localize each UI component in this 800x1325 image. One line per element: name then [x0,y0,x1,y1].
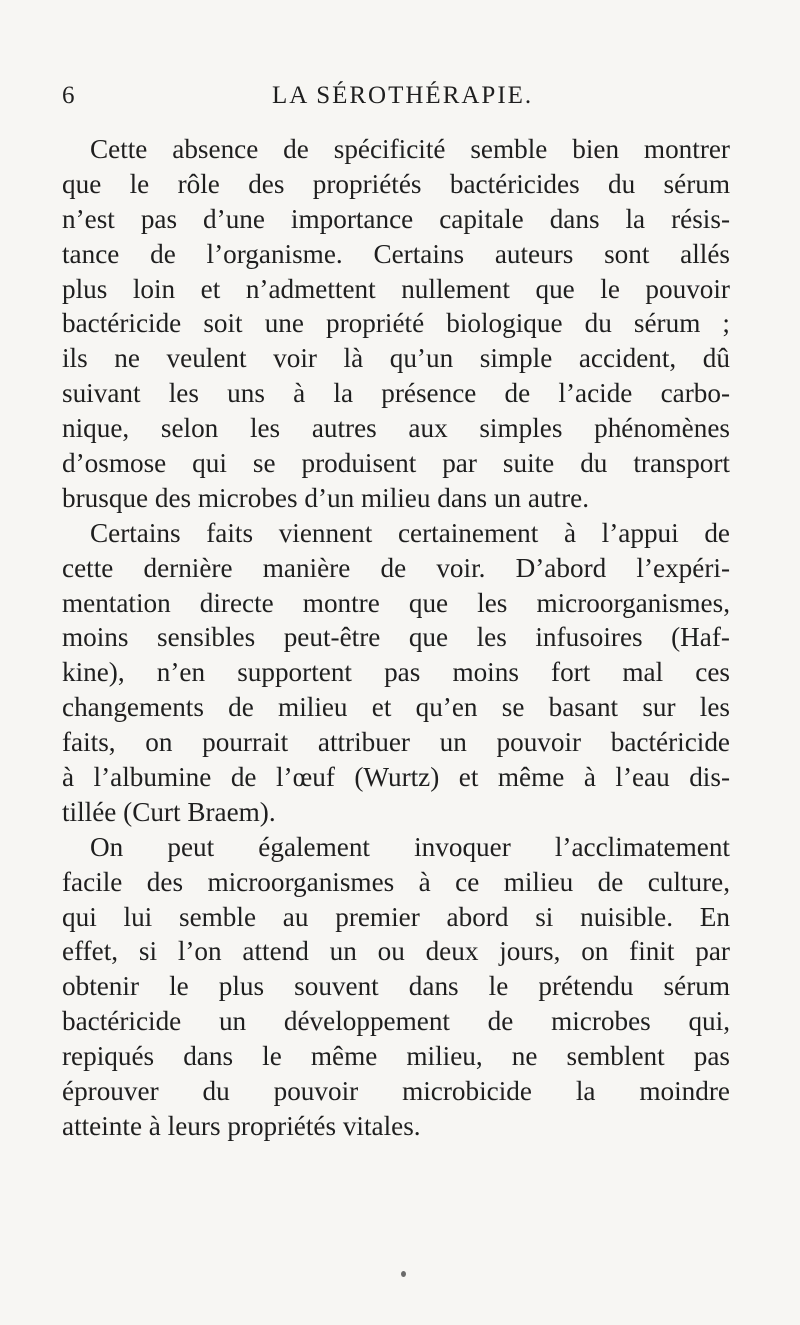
body-text [62,132,730,1144]
running-title: LA SÉROTHÉRAPIE. [272,82,534,109]
text-line: cette dernière manière de voir. D’abord l’expéri- [62,552,730,583]
text-line: kine), n’en supportent pas moins fort mal ces [62,657,730,688]
text-line: changements de milieu et qu’en se basant sur les [62,692,730,723]
page-number: 6 [62,82,75,109]
text-line: ils ne veulent voir là qu’un simple accident, dû [62,343,730,374]
text-line: à l’albumine de l’œuf (Wurtz) et même à l’eau dis- [62,762,730,793]
text-line: Cette absence de spécificité semble bien montrer [90,134,730,164]
ink-speck [401,1271,406,1277]
text-line: qui lui semble au premier abord si nuisible. En [62,901,730,932]
text-line: atteinte à leurs propriétés vitales. [62,1110,421,1141]
text-line: mentation directe montre que les microorganismes, [62,587,730,618]
text-line: plus loin et n’admettent nullement que le pouvoir [62,273,730,304]
text-line: repiqués dans le même milieu, ne semblent pas [62,1041,730,1072]
text-line: nique, selon les autres aux simples phénomènes [62,413,730,444]
text-line: que le rôle des propriétés bactéricides du sérum [62,168,730,199]
text-line: effet, si l’on attend un ou deux jours, on finit par [62,936,730,967]
text-line: éprouver du pouvoir microbicide la moindre [62,1076,730,1107]
text-line: tance de l’organisme. Certains auteurs sont allés [62,238,730,269]
text-line: brusque des microbes d’un milieu dans un autre. [62,482,590,513]
text-line: moins sensibles peut-être que les infusoires (Haf- [62,622,730,653]
text-line: d’osmose qui se produisent par suite du transport [62,448,730,479]
text-line: tillée (Curt Braem). [62,796,276,827]
text-line: suivant les uns à la présence de l’acide carbo- [62,378,730,409]
text-line: faits, on pourrait attribuer un pouvoir bactéricide [62,727,730,758]
text-line: obtenir le plus souvent dans le prétendu sérum [62,971,730,1002]
text-line: On peut également invoquer l’acclimatement [90,831,730,862]
text-line: bactéricide un développement de microbes qui, [62,1006,730,1037]
text-line: bactéricide soit une propriété biologique du sérum ; [62,308,730,339]
text-line: facile des microorganismes à ce milieu de culture, [62,866,730,897]
text-line: n’est pas d’une importance capitale dans la résis- [62,203,730,234]
page-header [62,82,717,122]
text-line: Certains faits viennent certainement à l’appui de [90,517,730,548]
